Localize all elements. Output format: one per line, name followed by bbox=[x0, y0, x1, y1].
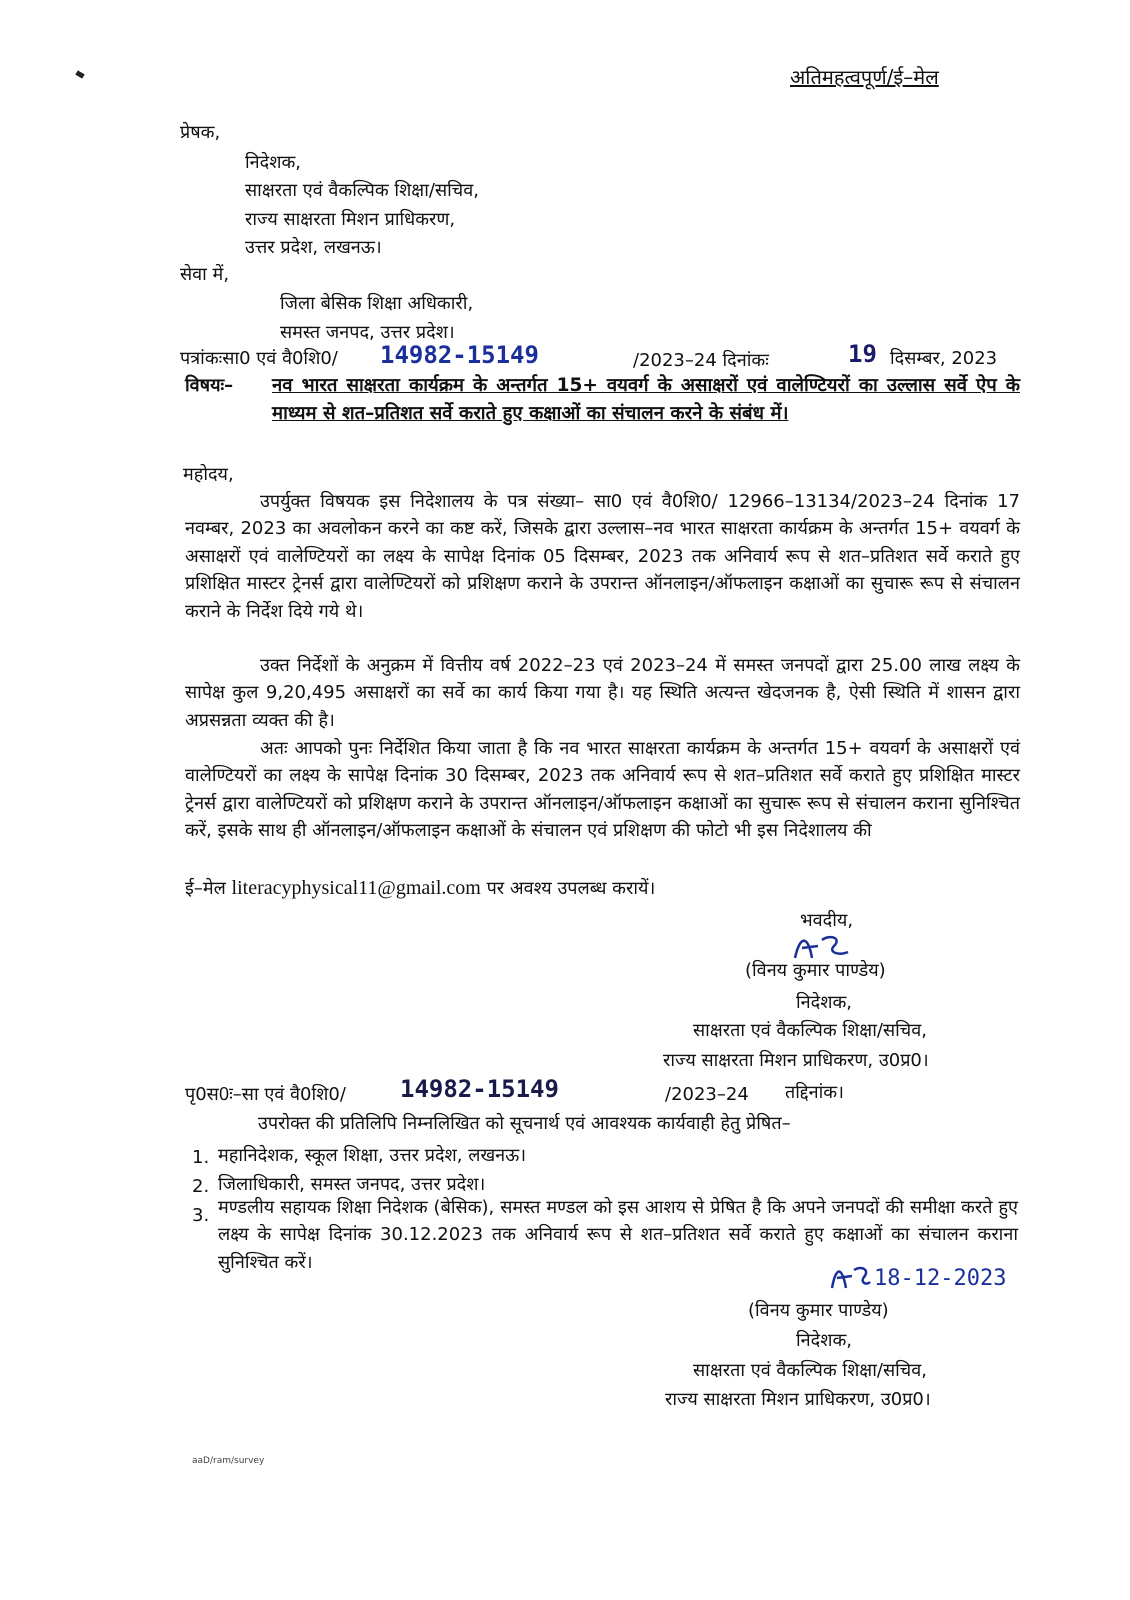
email-address[interactable]: literacyphysical11@gmail.com bbox=[231, 877, 481, 899]
priority-tag: अतिमहत्वपूर्ण/ई–मेल bbox=[790, 65, 939, 89]
sender-line-2: साक्षरता एवं वैकल्पिक शिक्षा/सचिव, bbox=[245, 180, 479, 201]
signature-squiggle-2 bbox=[828, 1262, 872, 1292]
copy-item-2-num: 2. bbox=[192, 1176, 210, 1197]
signatory-name-2: (विनय कुमार पाण्डेय) bbox=[748, 1300, 889, 1321]
copy-ref-date: तद्दिनांक। bbox=[785, 1082, 844, 1103]
scan-mark bbox=[75, 70, 84, 78]
signatory-org: राज्य साक्षरता मिशन प्राधिकरण, उ0प्र0। bbox=[663, 1050, 929, 1071]
ref-year: /2023–24 दिनांकः bbox=[633, 350, 769, 371]
signatory-title: निदेशक, bbox=[796, 992, 852, 1013]
signature-mark-2 bbox=[828, 1262, 872, 1296]
subject-label: विषयः– bbox=[185, 375, 234, 396]
sender-line-1: निदेशक, bbox=[245, 152, 301, 173]
ref-handwritten-day: 19 bbox=[848, 340, 877, 368]
handwritten-date: 18-12-2023 bbox=[874, 1266, 1007, 1291]
copy-ref-prefix: पृ0स0ः–सा एवं वै0शि0/ bbox=[185, 1084, 346, 1105]
ref-prefix: पत्रांकःसा0 एवं वै0शि0/ bbox=[180, 348, 338, 369]
ref-handwritten-number: 14982-15149 bbox=[380, 341, 539, 369]
sender-line-3: राज्य साक्षरता मिशन प्राधिकरण, bbox=[245, 209, 456, 230]
copy-item-2-text: जिलाधिकारी, समस्त जनपद, उत्तर प्रदेश। bbox=[218, 1174, 486, 1195]
body-paragraph-3: अतः आपको पुनः निर्देशित किया जाता है कि नव भारत साक्षरता कार्यक्रम के अन्तर्गत 15+ वयवर्ग के असाक्षरों एवं वालेण्टियरों का लक्ष्य के सापेक्ष दिनांक 30 दिसम्बर, 2023 तक अनिवार्य रूप से शत–प्रतिशत सर्वे कराते हुए प्रशिक्षित मास्टर ट्रेनर्स द्वारा वालेण्टियरों को प्रशिक्षण कराने के उपरान्त ऑनलाइन/ऑफलाइन कक्षाओं का सुचारू रूप से संचालन कराना सुनिश्चित करें, इसके साथ ही ऑनलाइन/ऑफलाइन कक्षाओं के संचालन एवं प्रशिक्षण की फोटो भी इस निदेशालय की bbox=[185, 738, 1020, 842]
signatory-name: (विनय कुमार पाण्डेय) bbox=[745, 960, 886, 981]
salutation: महोदय, bbox=[183, 464, 234, 485]
signatory-title-2: निदेशक, bbox=[796, 1330, 852, 1351]
subject-text: नव भारत साक्षरता कार्यक्रम के अन्तर्गत 15+ वयवर्ग के असाक्षरों एवं वालेण्टियरों का उल्लास सर्वे ऐप के माध्यम से शत–प्रतिशत सर्वे कराते हुए कक्षाओं का संचालन करने के संबंध में। bbox=[272, 375, 1020, 424]
signature-squiggle bbox=[790, 930, 860, 964]
sender-line-4: उत्तर प्रदेश, लखनऊ। bbox=[245, 237, 382, 258]
signatory-org-2: राज्य साक्षरता मिशन प्राधिकरण, उ0प्र0। bbox=[665, 1389, 931, 1410]
copy-intro: उपरोक्त की प्रतिलिपि निम्नलिखित को सूचनार्थ एवं आवश्यक कार्यवाही हेतु प्रेषित– bbox=[258, 1113, 791, 1134]
email-suffix: पर अवश्य उपलब्ध करायें। bbox=[486, 878, 656, 899]
copy-item-1-text: महानिदेशक, स्कूल शिक्षा, उत्तर प्रदेश, लखनऊ। bbox=[218, 1145, 527, 1166]
email-line bbox=[185, 877, 655, 900]
ref-month-year: दिसम्बर, 2023 bbox=[890, 348, 998, 369]
copy-item-1-num: 1. bbox=[192, 1147, 210, 1168]
body-paragraph-1: उपर्युक्त विषयक इस निदेशालय के पत्र संख्या– सा0 एवं वै0शि0/ 12966–13134/2023–24 दिनांक 17 नवम्बर, 2023 का अवलोकन करने का कष्ट करें, जिसके द्वारा उल्लास–नव भारत साक्षरता कार्यक्रम के अन्तर्गत 15+ वयवर्ग के असाक्षरों एवं वालेण्टियरों का लक्ष्य के सापेक्ष दिनांक 05 दिसम्बर, 2023 तक अनिवार्य रूप से शत–प्रतिशत सर्वे कराते हुए प्रशिक्षित मास्टर ट्रेनर्स द्वारा वालेण्टियरों को प्रशिक्षण कराने के उपरान्त ऑनलाइन/ऑफलाइन कक्षाओं का सुचारू रूप से संचालन कराने के निर्देश दिये गये थे। bbox=[185, 491, 1020, 622]
signatory-dept: साक्षरता एवं वैकल्पिक शिक्षा/सचिव, bbox=[693, 1020, 927, 1041]
copy-item-3-text: मण्डलीय सहायक शिक्षा निदेशक (बेसिक), समस्त मण्डल को इस आशय से प्रेषित है कि अपने जनपदों की समीक्षा करते हुए लक्ष्य के सापेक्ष दिनांक 30.12.2023 तक अनिवार्य रूप से शत–प्रतिशत सर्वे कराते हुए कक्षाओं का संचालन कराना सुनिश्चित करें। bbox=[218, 1197, 1018, 1273]
recipient-line-2: समस्त जनपद, उत्तर प्रदेश। bbox=[280, 322, 455, 343]
closing: भवदीय, bbox=[800, 910, 854, 931]
email-prefix: ई–मेल bbox=[185, 878, 226, 899]
footer-file-path: aaD/ram/survey bbox=[192, 1456, 265, 1466]
copy-item-3-num: 3. bbox=[192, 1205, 210, 1226]
sender-label: प्रेषक, bbox=[180, 122, 221, 143]
recipient-line-1: जिला बेसिक शिक्षा अधिकारी, bbox=[280, 293, 474, 314]
copy-ref-handwritten-number: 14982-15149 bbox=[400, 1075, 559, 1103]
copy-ref-year: /2023–24 bbox=[665, 1084, 749, 1105]
recipient-label: सेवा में, bbox=[180, 264, 230, 285]
body-paragraph-2: उक्त निर्देशों के अनुक्रम में वित्तीय वर्ष 2022–23 एवं 2023–24 में समस्त जनपदों द्वारा 25.00 लाख लक्ष्य के सापेक्ष कुल 9,20,495 असाक्षरों का सर्वे का कार्य किया गया है। यह स्थिति अत्यन्त खेदजनक है, ऐसी स्थिति में शासन द्वारा अप्रसन्नता व्यक्त की है। bbox=[185, 655, 1020, 731]
signatory-dept-2: साक्षरता एवं वैकल्पिक शिक्षा/सचिव, bbox=[693, 1360, 927, 1381]
